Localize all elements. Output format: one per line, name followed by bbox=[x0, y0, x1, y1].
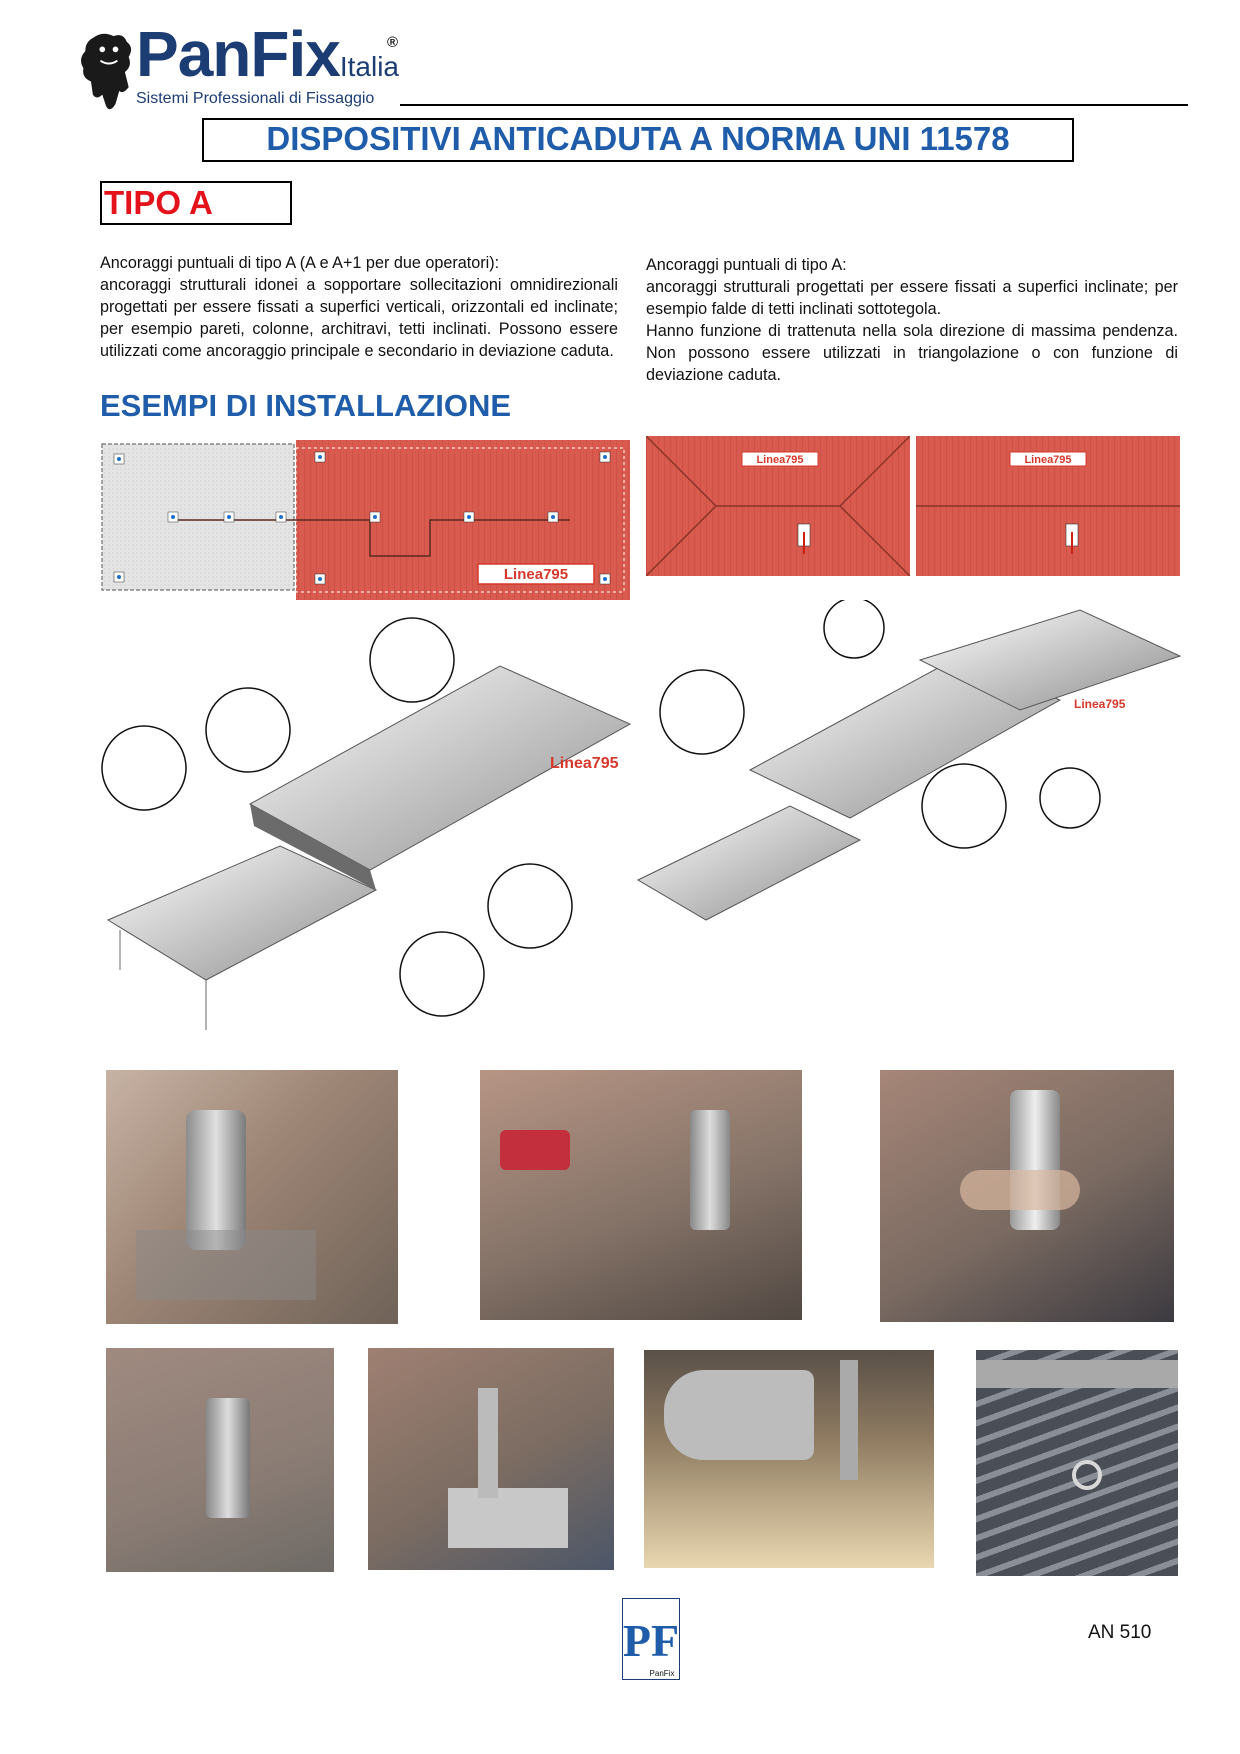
isometric-roof-right bbox=[630, 600, 1190, 980]
registered-mark: ® bbox=[387, 34, 399, 51]
photo-installation-3 bbox=[880, 1070, 1174, 1322]
photo-installation-2 bbox=[480, 1070, 802, 1320]
iso-brand-2: Linea795 bbox=[1074, 697, 1126, 711]
plan-brand-1: Linea795 bbox=[503, 566, 569, 583]
pf-footer-letters: PF bbox=[622, 1615, 680, 1666]
panther-logo bbox=[74, 26, 140, 118]
brand-tagline: Sistemi Professionali di Fissaggio bbox=[136, 90, 375, 107]
iso-brand-1: Linea795 bbox=[550, 755, 619, 772]
section-label: TIPO A bbox=[104, 184, 213, 221]
photo-installation-1 bbox=[106, 1070, 398, 1324]
pf-footer-logo bbox=[622, 1598, 680, 1680]
plan-brand-3: Linea795 bbox=[1024, 454, 1072, 466]
header-rule bbox=[400, 104, 1188, 106]
brand-wordmark: PanFixItalia bbox=[136, 18, 399, 90]
examples-heading: ESEMPI DI INSTALLAZIONE bbox=[100, 388, 512, 423]
gable-roof-plan bbox=[916, 436, 1180, 576]
left-intro: Ancoraggi puntuali di tipo A (A e A+1 per due operatori): bbox=[100, 254, 500, 272]
right-body-2: Hanno funzione di trattenuta nella sola direzione di massima pendenza. Non possono essere utilizzati in triangolazione o con funzione di deviazione caduta. bbox=[646, 322, 1178, 384]
flat-roof-plan bbox=[100, 440, 630, 600]
right-description bbox=[646, 254, 1178, 386]
hip-roof-plan bbox=[646, 436, 910, 576]
photo-installation-6 bbox=[644, 1350, 934, 1568]
left-body: ancoraggi strutturali idonei a sopportare sollecitazioni omnidirezionali progettati per essere fissati a superfici verticali, orizzontali ed inclinate; per esempio pareti, colonne, architravi, tetti inclinati. Possono essere utilizzati come ancoraggio principale e secondario in deviazione caduta. bbox=[100, 276, 618, 360]
right-body-1: ancoraggi strutturali progettati per essere fissati a superfici inclinate; per esempio falde di tetti inclinati sottotegola. bbox=[646, 278, 1178, 318]
left-description bbox=[100, 252, 618, 362]
plan-brand-2: Linea795 bbox=[756, 454, 804, 466]
isometric-roof-left bbox=[100, 600, 640, 1040]
pf-footer-small: PanFix bbox=[649, 1669, 675, 1678]
photo-installation-4 bbox=[106, 1348, 334, 1572]
photo-installation-5 bbox=[368, 1348, 614, 1570]
right-intro: Ancoraggi puntuali di tipo A: bbox=[646, 256, 847, 274]
page-title: DISPOSITIVI ANTICADUTA A NORMA UNI 11578 bbox=[266, 120, 1010, 157]
page-code: AN 510 bbox=[1088, 1622, 1152, 1643]
photo-installation-7 bbox=[976, 1350, 1178, 1576]
